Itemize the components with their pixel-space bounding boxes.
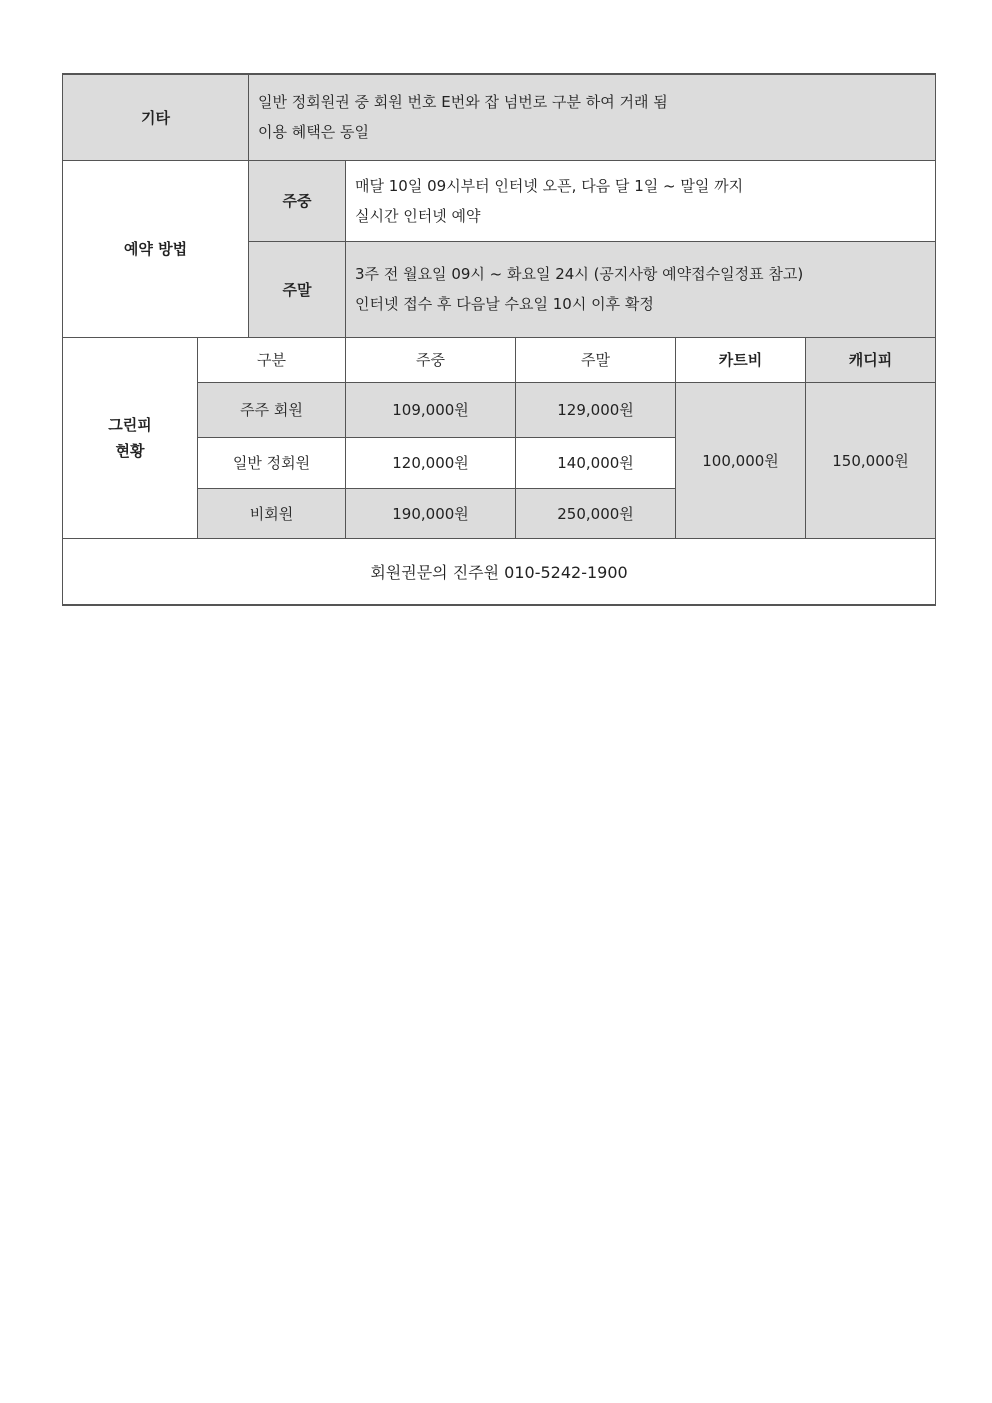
row-weekday-fee: 190,000원 <box>346 488 516 538</box>
greenfee-label-line-2: 현황 <box>115 441 145 460</box>
header-category: 구분 <box>198 337 346 382</box>
header-caddie-fee: 캐디피 <box>806 337 936 382</box>
row-category: 주주 회원 <box>198 382 346 437</box>
reservation-weekday-row <box>63 160 936 241</box>
header-cart-fee: 카트비 <box>676 337 806 382</box>
greenfee-header-row <box>63 337 936 382</box>
other-line-2: 이용 혜택은 동일 <box>258 123 369 142</box>
weekend-line-1: 3주 전 월요일 09시 ~ 화요일 24시 (공지사항 예약접수일정표 참고) <box>355 265 804 283</box>
other-label: 기타 <box>63 74 249 160</box>
reservation-weekend-label: 주말 <box>249 241 346 337</box>
caddie-fee-value: 150,000원 <box>806 382 936 538</box>
other-content <box>249 74 936 160</box>
contact-row <box>63 538 936 605</box>
row-category: 일반 정회원 <box>198 437 346 488</box>
row-weekday-fee: 120,000원 <box>346 437 516 488</box>
greenfee-label-line-1: 그린피 <box>108 415 152 434</box>
reservation-weekend-content <box>346 241 936 337</box>
header-weekday: 주중 <box>346 337 516 382</box>
row-weekend-fee: 250,000원 <box>516 488 676 538</box>
reservation-label: 예약 방법 <box>63 160 249 337</box>
other-row <box>63 74 936 160</box>
info-table <box>62 73 936 606</box>
reservation-weekday-content <box>346 160 936 241</box>
header-weekend: 주말 <box>516 337 676 382</box>
row-weekday-fee: 109,000원 <box>346 382 516 437</box>
greenfee-label <box>63 337 198 538</box>
reservation-weekday-label: 주중 <box>249 160 346 241</box>
contact-info: 회원권문의 진주원 010-5242-1900 <box>63 538 936 605</box>
row-weekend-fee: 140,000원 <box>516 437 676 488</box>
other-line-1: 일반 정회원권 중 회원 번호 E번와 잡 넘번로 구분 하여 거래 됨 <box>258 93 668 112</box>
weekday-line-1: 매달 10일 09시부터 인터넷 오픈, 다음 달 1일 ~ 말일 까지 <box>355 176 744 195</box>
row-weekend-fee: 129,000원 <box>516 382 676 437</box>
weekend-line-2: 인터넷 접수 후 다음날 수요일 10시 이후 확정 <box>355 295 654 313</box>
weekday-line-2: 실시간 인터넷 예약 <box>355 206 481 225</box>
cart-fee-value: 100,000원 <box>676 382 806 538</box>
row-category: 비회원 <box>198 488 346 538</box>
